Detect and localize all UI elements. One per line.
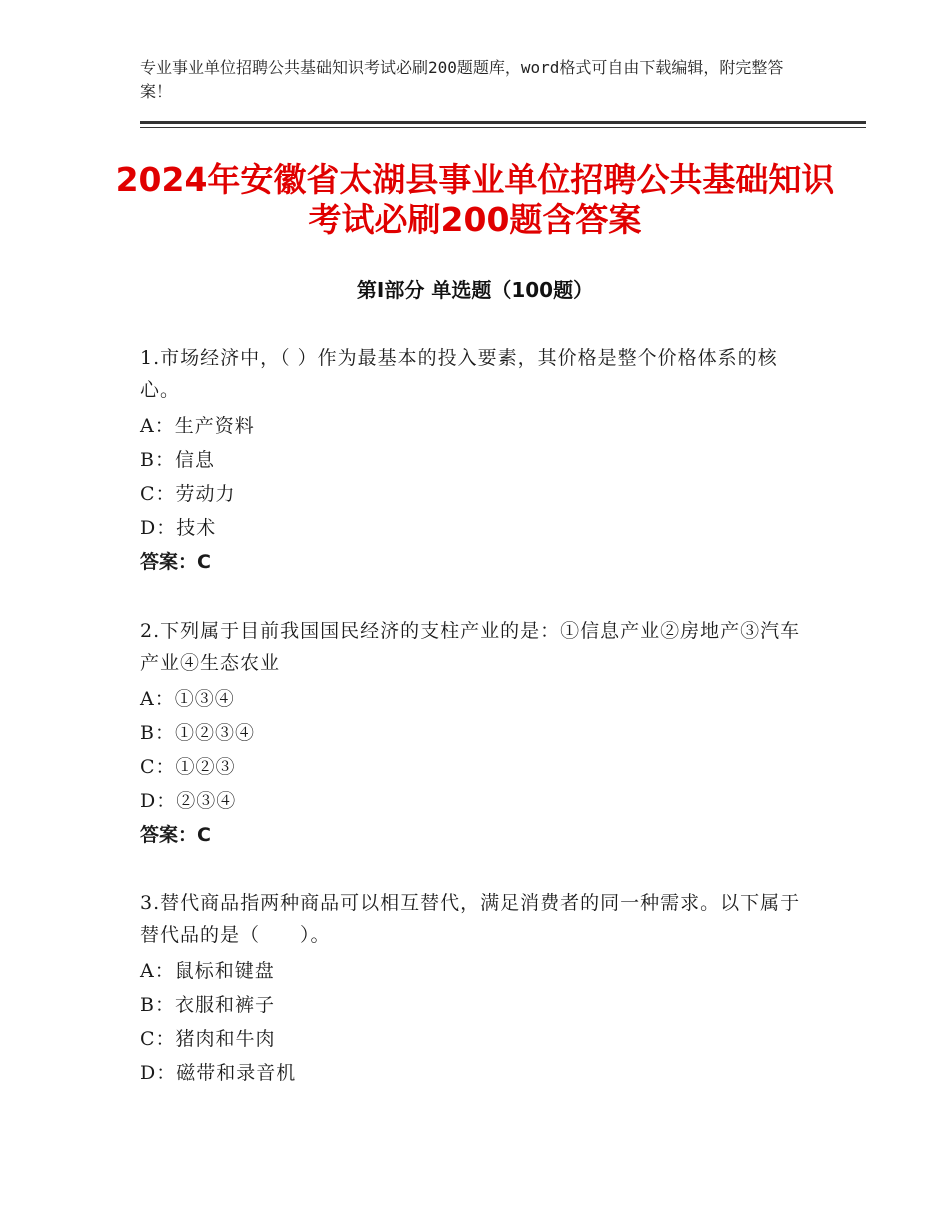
option-c: C：劳动力 — [140, 483, 236, 505]
option-c: C：猪肉和牛肉 — [140, 1028, 276, 1050]
option-b: B：信息 — [140, 449, 215, 471]
option-b: B：衣服和裤子 — [140, 994, 275, 1016]
header-note: 专业事业单位招聘公共基础知识考试必刷200题题库，word格式可自由下载编辑，附完整答案！ — [140, 58, 784, 101]
header-rule-thin — [140, 127, 866, 128]
section-title: 第Ⅰ部分 单选题（100题） — [356, 278, 594, 302]
option-d: D：技术 — [140, 517, 217, 539]
option-a: A：鼠标和键盘 — [140, 960, 275, 982]
document-title: 2024年安徽省太湖县事业单位招聘公共基础知识考试必刷200题含答案 — [115, 160, 835, 239]
question-3 — [140, 887, 805, 1090]
answer: 答案：C — [140, 551, 211, 573]
option-d: D：磁带和录音机 — [140, 1062, 297, 1084]
question-text: 1.市场经济中，（ ）作为最基本的投入要素，其价格是整个价格体系的核心。 — [140, 347, 778, 401]
answer: 答案：C — [140, 824, 211, 846]
question-text: 3.替代商品指两种商品可以相互替代，满足消费者的同一种需求。以下属于替代品的是（ ）。 — [140, 892, 801, 946]
option-d: D：②③④ — [140, 790, 237, 812]
option-c: C：①②③ — [140, 756, 236, 778]
question-text: 2.下列属于目前我国国民经济的支柱产业的是：①信息产业②房地产③汽车产业④生态农业 — [140, 620, 801, 674]
question-1 — [140, 342, 805, 579]
question-2 — [140, 615, 805, 852]
option-b: B：①②③④ — [140, 722, 255, 744]
option-a: A：①③④ — [140, 688, 235, 710]
option-a: A：生产资料 — [140, 415, 255, 437]
header-rule-thick — [140, 121, 866, 124]
